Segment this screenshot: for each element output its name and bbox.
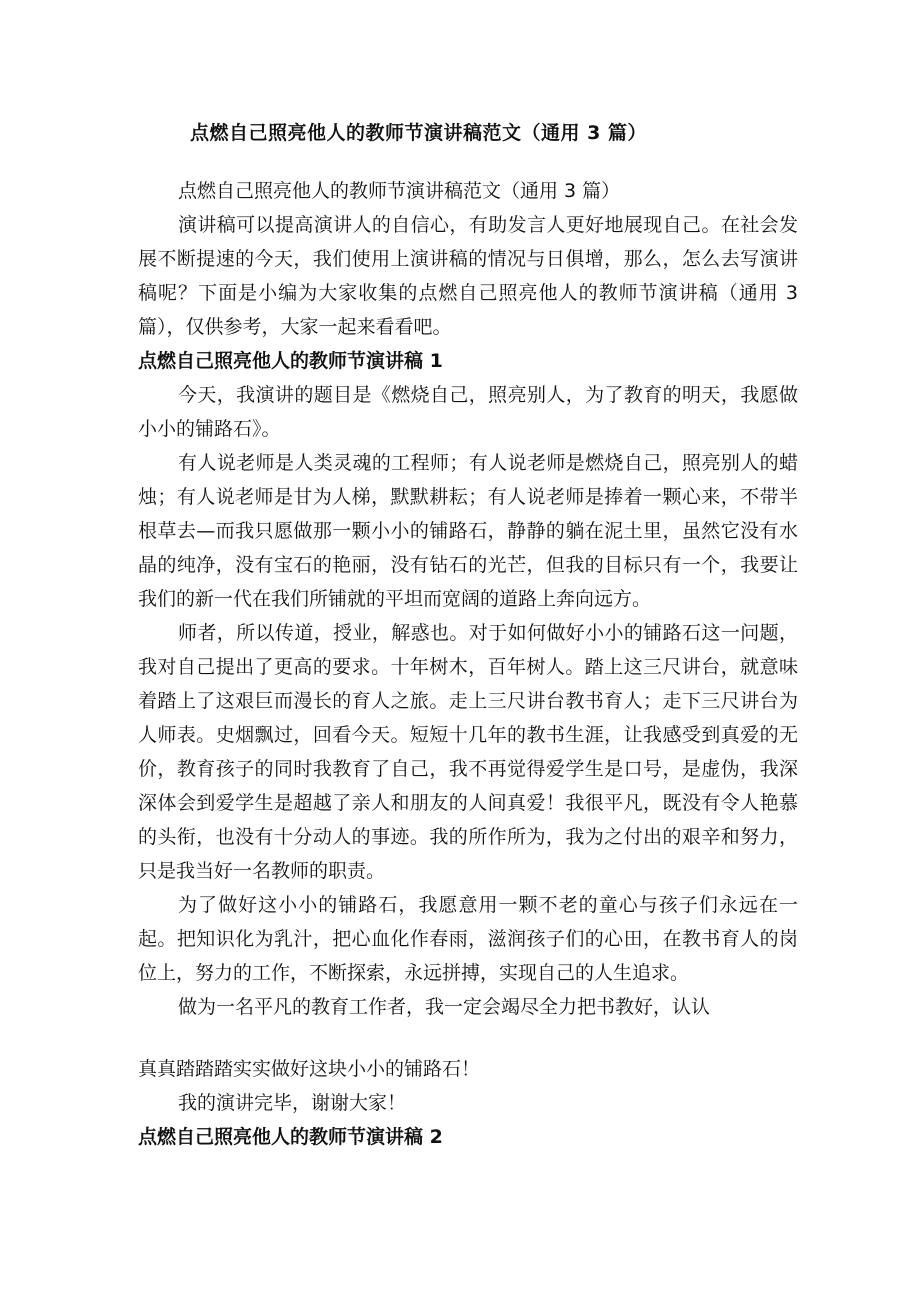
document-title: 点燃自己照亮他人的教师节演讲稿范文（通用 3 篇） xyxy=(190,122,647,144)
subtitle-paragraph: 点燃自己照亮他人的教师节演讲稿范文（通用 3 篇） xyxy=(178,180,621,202)
body-paragraph: 有人说老师是人类灵魂的工程师；有人说老师是燃烧自己，照亮别人的蜡烛；有人说老师是甘为人梯，默默耕耘；有人说老师是捧着一颗心来，不带半根草去—而我只愿做那一颗小小的铺路石，静静的躺在泥土里，虽然它没有水晶的纯净，没有宝石的艳丽，没有钻石的光芒，但我的目标只有一个，我要让我们的新一代在我们所铺就的平坦而宽阔的道路上奔向远方。 xyxy=(138,452,798,610)
continuation-paragraph: 真真踏踏踏实实做好这块小小的铺路石！ xyxy=(138,1058,481,1080)
intro-paragraph: 演讲稿可以提高演讲人的自信心，有助发言人更好地展现自己。在社会发展不断提速的今天，我们使用上演讲稿的情况与日俱增，那么，怎么去写演讲稿呢？下面是小编为大家收集的点燃自己照亮他人的教师节演讲稿（通用 3 篇），仅供参考，大家一起来看看吧。 xyxy=(138,214,798,338)
body-paragraph: 师者，所以传道，授业，解惑也。对于如何做好小小的铺路石这一问题，我对自己提出了更高的要求。十年树木，百年树人。踏上这三尺讲台，就意味着踏上了这艰巨而漫长的育人之旅。走上三尺讲台教书育人；走下三尺讲台为人师表。史烟飘过，回看今天。短短十几年的教书生涯，让我感受到真爱的无价，教育孩子的同时我教育了自己，我不再觉得爱学生是口号，是虚伪，我深深体会到爱学生是超越了亲人和朋友的人间真爱！我很平凡，既没有令人艳慕的头衔，也没有十分动人的事迹。我的所作所为，我为之付出的艰辛和努力，只是我当好一名教师的职责。 xyxy=(138,622,798,882)
document-body xyxy=(138,174,798,1154)
body-paragraph: 今天，我演讲的题目是《燃烧自己，照亮别人，为了教育的明天，我愿做小小的铺路石》。 xyxy=(138,384,798,440)
closing-paragraph: 我的演讲完毕，谢谢大家！ xyxy=(178,1092,407,1114)
body-paragraph: 为了做好这小小的铺路石，我愿意用一颗不老的童心与孩子们永远在一起。把知识化为乳汁，把心血化作春雨，滋润孩子们的心田，在教书育人的岗位上，努力的工作，不断探索，永远拼搏，实现自己的人生追求。 xyxy=(138,894,798,984)
section-heading-2: 点燃自己照亮他人的教师节演讲稿 2 xyxy=(138,1126,443,1148)
body-paragraph: 做为一名平凡的教育工作者，我一定会竭尽全力把书教好，认认 xyxy=(178,996,711,1018)
section-heading-1: 点燃自己照亮他人的教师节演讲稿 1 xyxy=(138,350,443,372)
